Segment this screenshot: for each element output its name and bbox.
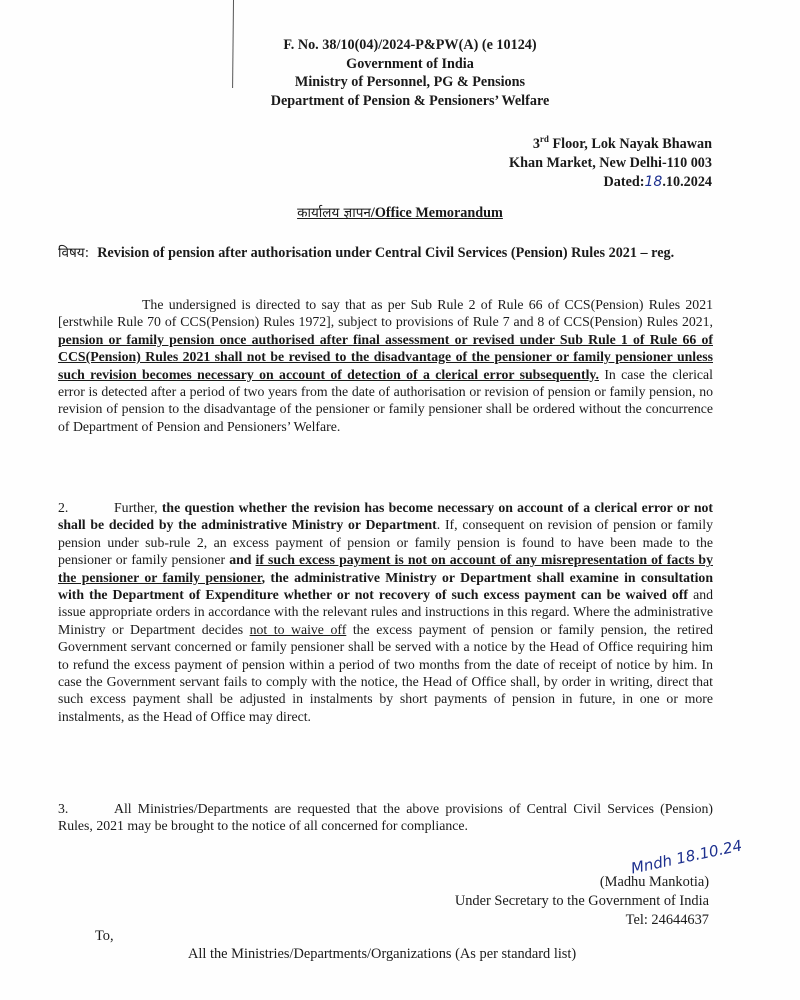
memo-title <box>0 203 800 222</box>
p2-part4: the excess payment of pension or family pension, the retired Government servant concerned or family pensioner shall be served with a notice by the Head of Office requiring him to refund the excess payment of pension within a period of two months from the date of receipt of notice by him. In case the Government servant fails to comply with the notice, the Head of Office shall, by order in writing, direct that such excess payment shall be adjusted in instalments by short payments of pension in future, in one or more instalments, as the Head of Office may direct. <box>58 621 713 724</box>
subject-line <box>58 243 714 263</box>
floor-rest: Floor, Lok Nayak Bhawan <box>548 136 712 152</box>
p3-text: All Ministries/Departments are requested that the above provisions of Central Civil Services (Pension) Rules, 2021 may be brought to the notice of all concerned for compliance. <box>58 801 713 834</box>
p2-number: 2. <box>58 500 69 515</box>
signatory-name: (Madhu Mankotia) <box>599 874 709 890</box>
floor-suffix: rd <box>539 134 549 144</box>
to-label: To, <box>95 928 114 944</box>
signature-block <box>455 873 709 930</box>
floor-number: 3 <box>532 136 540 152</box>
p2-underlined: not to waive off <box>249 621 347 637</box>
government-name: Government of India <box>346 55 474 72</box>
office-address <box>509 130 712 192</box>
dated-line <box>509 173 712 192</box>
paragraph-2 <box>58 499 713 725</box>
p2-part1: Further, <box>114 500 162 515</box>
dated-rest: .10.2024 <box>662 174 712 190</box>
signatory-tel: Tel: 24644637 <box>625 912 709 928</box>
memo-title-hindi: कार्यालय ज्ञापन <box>297 205 371 221</box>
p2-bold2: and <box>229 552 256 568</box>
file-number: F. No. 38/10(04)/2024-P&PW(A) (e 10124) <box>283 37 537 53</box>
dated-label: Dated: <box>603 174 645 190</box>
p2-part3: and issue appropriate orders in accordance with the relevant rules and instructions in this regard. Where the administrative Ministry or Department decides <box>58 587 714 637</box>
ministry-name: Ministry of Personnel, PG & Pensions <box>294 74 526 90</box>
subject-text: Revision of pension after authorisation under Central Civil Services (Pension) Rules 2021 – reg. <box>97 245 675 261</box>
signatory-designation: Under Secretary to the Government of India <box>454 893 709 909</box>
address-line-2: Khan Market, New Delhi-110 003 <box>509 155 712 171</box>
memo-title-english: Office Memorandum <box>374 205 503 221</box>
letterhead <box>200 36 620 110</box>
p2-bold1: the question whether the revision has become necessary on account of a clerical error or not shall be decided by the administrative Ministry or Department <box>58 500 713 533</box>
paragraph-3 <box>58 800 713 835</box>
paragraph-1 <box>58 296 713 435</box>
p2-part2: . If, consequent on revision of pension or family pension under sub-rule 2, an excess payment of pension or family pension is found to have been made to the pensioner or family pensioner <box>58 517 713 568</box>
p2-bold-underlined: if such excess payment is not on account of any misrepresentation of facts by the pensioner or family pensioner <box>58 552 713 585</box>
address-line-1 <box>509 130 712 154</box>
p1-rest: In case the clerical error is detected after a period of two years from the date of authorisation or revision of pension or family pension, no revision of pension to the disadvantage of the pensioner or family pensioner shall be ordered without the concurrence of Department of Pension and Pensioners’ Welfare. <box>58 366 713 434</box>
handwritten-day: 18 <box>644 174 663 190</box>
handwritten-signature: Mndh 18.10.24 <box>629 836 744 878</box>
department-name: Department of Pension & Pensioners’ Welfare <box>270 92 550 109</box>
p2-bold3: , the administrative Ministry or Department shall examine in consultation with the Department of Expenditure whether or not recovery of such excess payment can be waived off <box>58 569 713 603</box>
memo-title-separator: / <box>370 205 375 221</box>
recipients: All the Ministries/Departments/Organizations (As per standard list) <box>188 946 577 962</box>
p1-intro: The undersigned is directed to say that as per Sub Rule 2 of Rule 66 of CCS(Pension) Rules 2021 [erstwhile Rule 70 of CCS(Pension) Rules 1972], subject to provisions of Rule 7 and 8 of CCS(Pension) Rules 2021, <box>58 297 713 330</box>
p1-emphasis: pension or family pension once authorised after final assessment or revised under Sub Rule 1 of Rule 66 of CCS(Pension) Rules 2021 shall not be revised to the disadvantage of the pensioner or family pensioner unless such revision becomes necessary on account of detection of a clerical error subsequently. <box>58 331 713 382</box>
subject-label: विषय: <box>58 245 90 261</box>
p3-number: 3. <box>58 801 69 816</box>
